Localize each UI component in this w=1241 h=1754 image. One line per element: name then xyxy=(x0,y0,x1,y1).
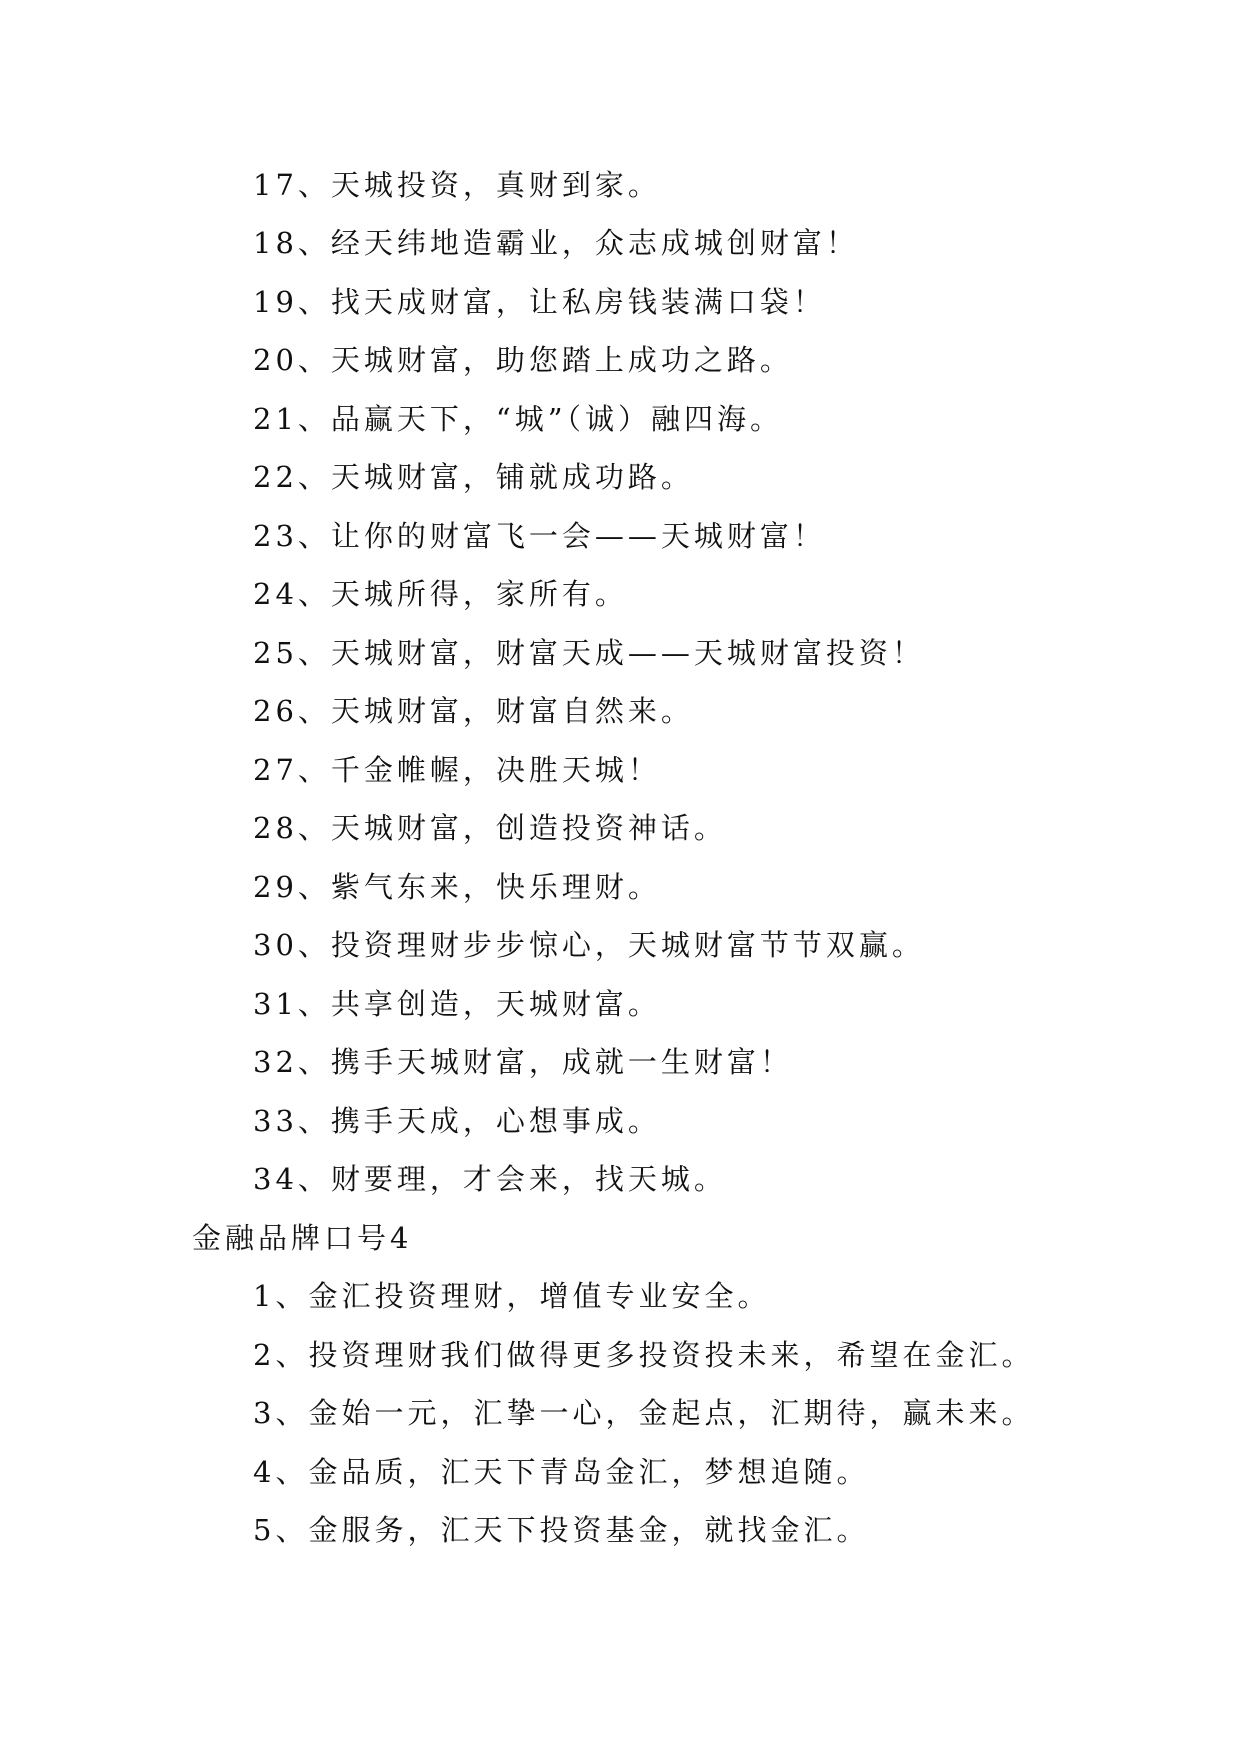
slogan-26: 26、天城财富，财富自然来。 xyxy=(253,694,694,728)
slogan-1: 1、金汇投资理财，增值专业安全。 xyxy=(253,1279,771,1313)
slogan-30: 30、投资理财步步惊心，天城财富节节双赢。 xyxy=(253,928,925,962)
slogan-5: 5、金服务，汇天下投资基金，就找金汇。 xyxy=(253,1513,870,1547)
slogan-25: 25、天城财富，财富天成——天城财富投资！ xyxy=(253,636,925,670)
slogan-32: 32、携手天城财富，成就一生财富！ xyxy=(253,1045,793,1079)
slogan-34: 34、财要理，才会来，找天城。 xyxy=(253,1162,727,1196)
slogan-33: 33、携手天成，心想事成。 xyxy=(253,1104,661,1138)
slogan-27: 27、千金帷幄，决胜天城！ xyxy=(253,753,661,787)
slogan-22: 22、天城财富，铺就成功路。 xyxy=(253,460,694,494)
slogan-23: 23、让你的财富飞一会——天城财富！ xyxy=(253,519,826,553)
slogan-31: 31、共享创造，天城财富。 xyxy=(253,987,661,1021)
slogan-24: 24、天城所得，家所有。 xyxy=(253,577,628,611)
slogan-3: 3、金始一元，汇挚一心，金起点，汇期待，赢未来。 xyxy=(253,1396,1035,1430)
section-heading: 金融品牌口号4 xyxy=(192,1221,413,1255)
slogan-28: 28、天城财富，创造投资神话。 xyxy=(253,811,727,845)
slogan-29: 29、紫气东来，快乐理财。 xyxy=(253,870,661,904)
slogan-18: 18、经天纬地造霸业，众志成城创财富！ xyxy=(253,226,859,260)
slogan-4: 4、金品质，汇天下青岛金汇，梦想追随。 xyxy=(253,1455,870,1489)
slogan-20: 20、天城财富，助您踏上成功之路。 xyxy=(253,343,793,377)
slogan-21: 21、品赢天下，“城”（诚）融四海。 xyxy=(253,402,784,436)
slogan-2: 2、投资理财我们做得更多投资投未来，希望在金汇。 xyxy=(253,1338,1035,1372)
slogan-19: 19、找天成财富，让私房钱装满口袋！ xyxy=(253,285,826,319)
slogan-17: 17、天城投资，真财到家。 xyxy=(253,168,661,202)
